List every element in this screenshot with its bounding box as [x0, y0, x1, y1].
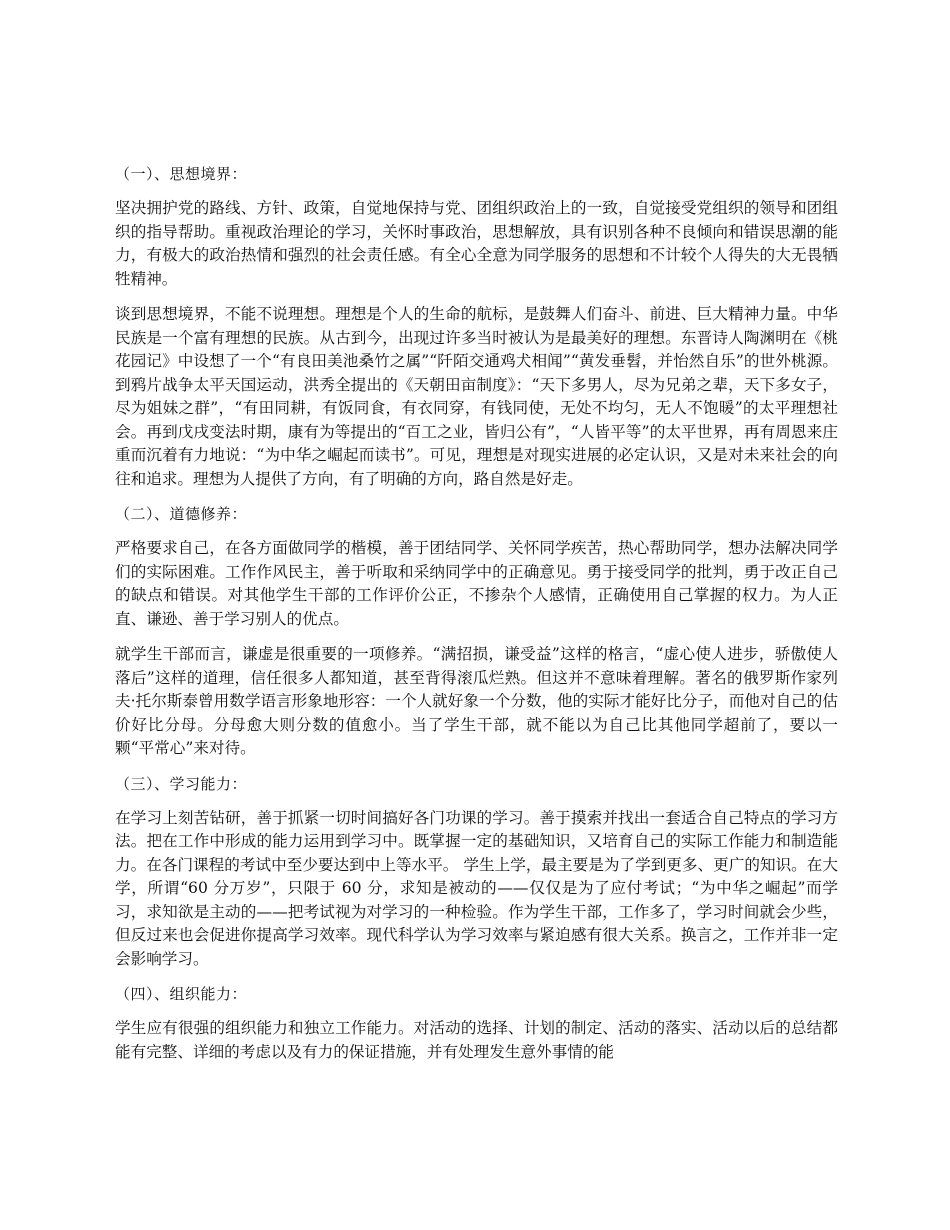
section-morality — [115, 503, 838, 761]
section-heading: （四）、组织能力： — [115, 985, 248, 1003]
section-thought — [115, 163, 838, 491]
paragraph: 坚决拥护党的路线、方针、政策，自觉地保持与党、团组织政治上的一致，自觉接受党组织的领导和团组织的指导帮助。重视政治理论的学习，关怀时事政治，思想解放，具有识别各种不良倾向和错误思潮的能力，有极大的政治热情和强烈的社会责任感。有全心全意为同学服务的思想和不计较个人得失的大无畏牺牲精神。 — [115, 199, 838, 288]
section-heading: （二）、道德修养： — [115, 505, 248, 523]
section-heading: （三）、学习能力： — [115, 774, 248, 793]
section-heading: （一）、思想境界： — [115, 165, 248, 183]
paragraph: 就学生干部而言，谦虚是很重要的一项修养。“满招损，谦受益”这样的格言，“虚心使人进步，骄傲使人落后”这样的道理，信任很多人都知道，甚至背得滚瓜烂熟。但这并不意味着理解。著名的俄罗斯作家列夫·托尔斯泰曾用数学语言形象地形容：一个人就好象一个分数，他的实际才能好比分子，而他对自己的估价好比分母。分母愈大则分数的值愈小。当了学生干部，就不能以为自己比其他同学超前了，要以一颗“平常心”来对待。 — [115, 645, 838, 757]
paragraph: 谈到思想境界，不能不说理想。理想是个人的生命的航标，是鼓舞人们奋斗、前进、巨大精神力量。中华民族是一个富有理想的民族。从古到今，出现过许多当时被认为是最美好的理想。东晋诗人陶渊明在《桃花园记》中设想了一个“有良田美池桑竹之属”“阡陌交通鸡犬相闻”“黄发垂髫，并怡然自乐”的世外桃源。到鸦片战争太平天国运动，洪秀全提出的《天朝田亩制度》：“天下多男人，尽为兄弟之辈，天下多女子，尽为姐妹之群”，“有田同耕，有饭同食，有衣同穿，有钱同使，无处不均匀，无人不饱暖”的太平理想社会。再到戊戌变法时期，康有为等提出的“百工之业，皆归公有”，“人皆平等”的太平世界，再有周恩来庄重而沉着有力地说：“为中华之崛起而读书”。可见，理想是对现实进展的必定认识，又是对未来社会的向往和追求。理想为人提供了方向，有了明确的方向，路自然是好走。 — [115, 305, 838, 488]
section-organization — [115, 983, 838, 1064]
paragraph: 严格要求自己，在各方面做同学的楷模，善于团结同学、关怀同学疾苦，热心帮助同学，想办法解决同学们的实际困难。工作作风民主，善于听取和采纳同学中的正确意见。勇于接受同学的批判，勇于改正自己的缺点和错误。对其他学生干部的工作评价公正，不掺杂个人感情，正确使用自己掌握的权力。为人正直、谦逊、善于学习别人的优点。 — [115, 539, 838, 628]
section-learning — [115, 773, 838, 972]
paragraph: 学生应有很强的组织能力和独立工作能力。对活动的选择、计划的制定、活动的落实、活动以后的总结都能有完整、详细的考虑以及有力的保证措施，并有处理发生意外事情的能 — [115, 1019, 838, 1061]
document-page — [115, 155, 838, 1076]
paragraph: 在学习上刻苦钻研，善于抓紧一切时间搞好各门功课的学习。善于摸索并找出一套适合自己特点的学习方法。把在工作中形成的能力运用到学习中。既掌握一定的基础知识，又培育自己的实际工作能力和制造能力。在各门课程的考试中至少要达到中上等水平。 学生上学，最主要是为了学到更多、更广的知识。在大学，所谓“60 分万岁”，只限于 60 分，求知是被动的——仅仅是为了应付考试；“为中华之崛起”而学习，求知欲是主动的——把考试视为对学习的一种检验。作为学生干部，工作多了，学习时间就会少些，但反过来也会促进你提高学习效率。现代科学认为学习效率与紧迫感有很大关系。换言之，工作并非一定会影响学习。 — [115, 808, 838, 968]
